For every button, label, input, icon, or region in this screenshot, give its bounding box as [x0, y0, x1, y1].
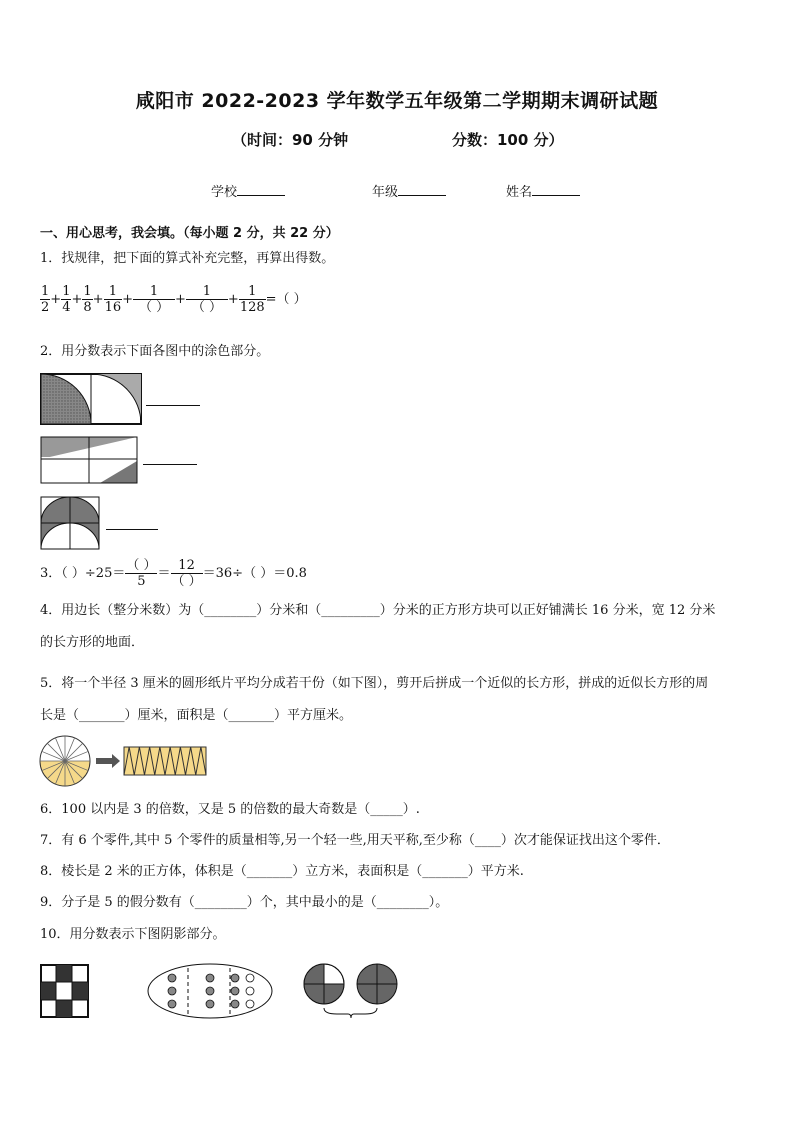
question-1: 1．找规律，把下面的算式补充完整，再算出得数。 — [40, 251, 335, 266]
question-4-cont: 的长方形的地面． — [40, 635, 145, 650]
name-label: 姓名 — [506, 185, 533, 200]
q2-figure-3 — [40, 496, 104, 552]
question-2: 2．用分数表示下面各图中的涂色部分。 — [40, 344, 270, 359]
fraction: $\frac{1}{2}$ — [41, 284, 50, 315]
q2-figure-2 — [40, 436, 140, 486]
name-field — [506, 181, 580, 200]
answer-line[interactable] — [143, 464, 197, 465]
school-blank[interactable] — [237, 183, 285, 196]
fraction-blank[interactable]: $\frac{1}{( )}$ — [186, 284, 228, 315]
question-7: 7．有 6 个零件,其中 5 个零件的质量相等,另一个轻一些,用天平称,至少称（____）次才能保证找出这个零件． — [40, 833, 670, 848]
q10-ellipse-figure — [146, 962, 274, 1020]
fraction-blank[interactable]: $\frac{12}{( )}$ — [171, 558, 202, 589]
question-9: 9．分子是 5 的假分数有（________）个，其中最小的是（________）。 — [40, 895, 449, 910]
school-field — [211, 181, 285, 200]
school-label: 学校 — [211, 185, 238, 200]
fraction-blank[interactable]: $\frac{( )}{5}$ — [126, 558, 157, 589]
question-6: 6．100 以内是 3 的倍数，又是 5 的倍数的最大奇数是（_____）. — [40, 802, 420, 817]
fraction: $\frac{1}{8}$ — [83, 284, 92, 315]
q2-figure-1 — [40, 373, 144, 425]
exam-time: （时间：90 分钟 — [232, 131, 349, 149]
question-3: 3．（ ）÷25＝ $\frac{( )}{5}$ ＝ $\frac{12}{( )}$ ＝36÷（ ）＝0.8 — [40, 558, 307, 589]
question-8: 8．棱长是 2 米的正方体，体积是（_______）立方米，表面积是（_______）平方米. — [40, 864, 524, 879]
q10-grid-figure — [40, 964, 90, 1019]
q5-circle-figure — [38, 734, 210, 790]
question-5: 5．将一个半径 3 厘米的圆形纸片平均分成若干份（如下图），剪开后拼成一个近似的长方形，拼成的近似长方形的周 — [40, 676, 709, 691]
question-10: 10．用分数表示下图阴影部分。 — [40, 927, 226, 942]
q10-circles-figure — [302, 962, 402, 1020]
exam-score: 分数：100 分） — [452, 131, 564, 149]
fraction: $\frac{1}{128}$ — [239, 284, 265, 315]
fraction-blank[interactable]: $\frac{1}{( )}$ — [133, 284, 175, 315]
grade-blank[interactable] — [398, 183, 446, 196]
q1-expression: $\frac{1}{2}$ + $\frac{1}{4}$ + $\frac{1}{8}$ + $\frac{1}{16}$ + $\frac{1}{( )}$ + $\frac{1}{( )}$ + $\frac{1}{128}$ =（ ） — [41, 284, 307, 315]
name-blank[interactable] — [532, 183, 580, 196]
section-heading: 一、用心思考，我会填。（每小题 2 分，共 22 分） — [40, 226, 339, 241]
fraction: $\frac{1}{4}$ — [62, 284, 71, 315]
question-5-cont: 长是（_______）厘米，面积是（_______）平方厘米。 — [40, 708, 353, 723]
page-title: 咸阳市 2022-2023 学年数学五年级第二学期期末调研试题 — [135, 90, 659, 112]
answer-line[interactable] — [106, 529, 158, 530]
fraction: $\frac{1}{16}$ — [104, 284, 122, 315]
grade-field — [372, 181, 446, 200]
grade-label: 年级 — [372, 185, 399, 200]
answer-blank[interactable]: =（ ） — [265, 292, 307, 307]
question-4: 4．用边长（整分米数）为（________）分米和（_________）分米的正方形方块可以正好铺满长 16 分米，宽 12 分米 — [40, 603, 716, 618]
answer-line[interactable] — [146, 405, 200, 406]
